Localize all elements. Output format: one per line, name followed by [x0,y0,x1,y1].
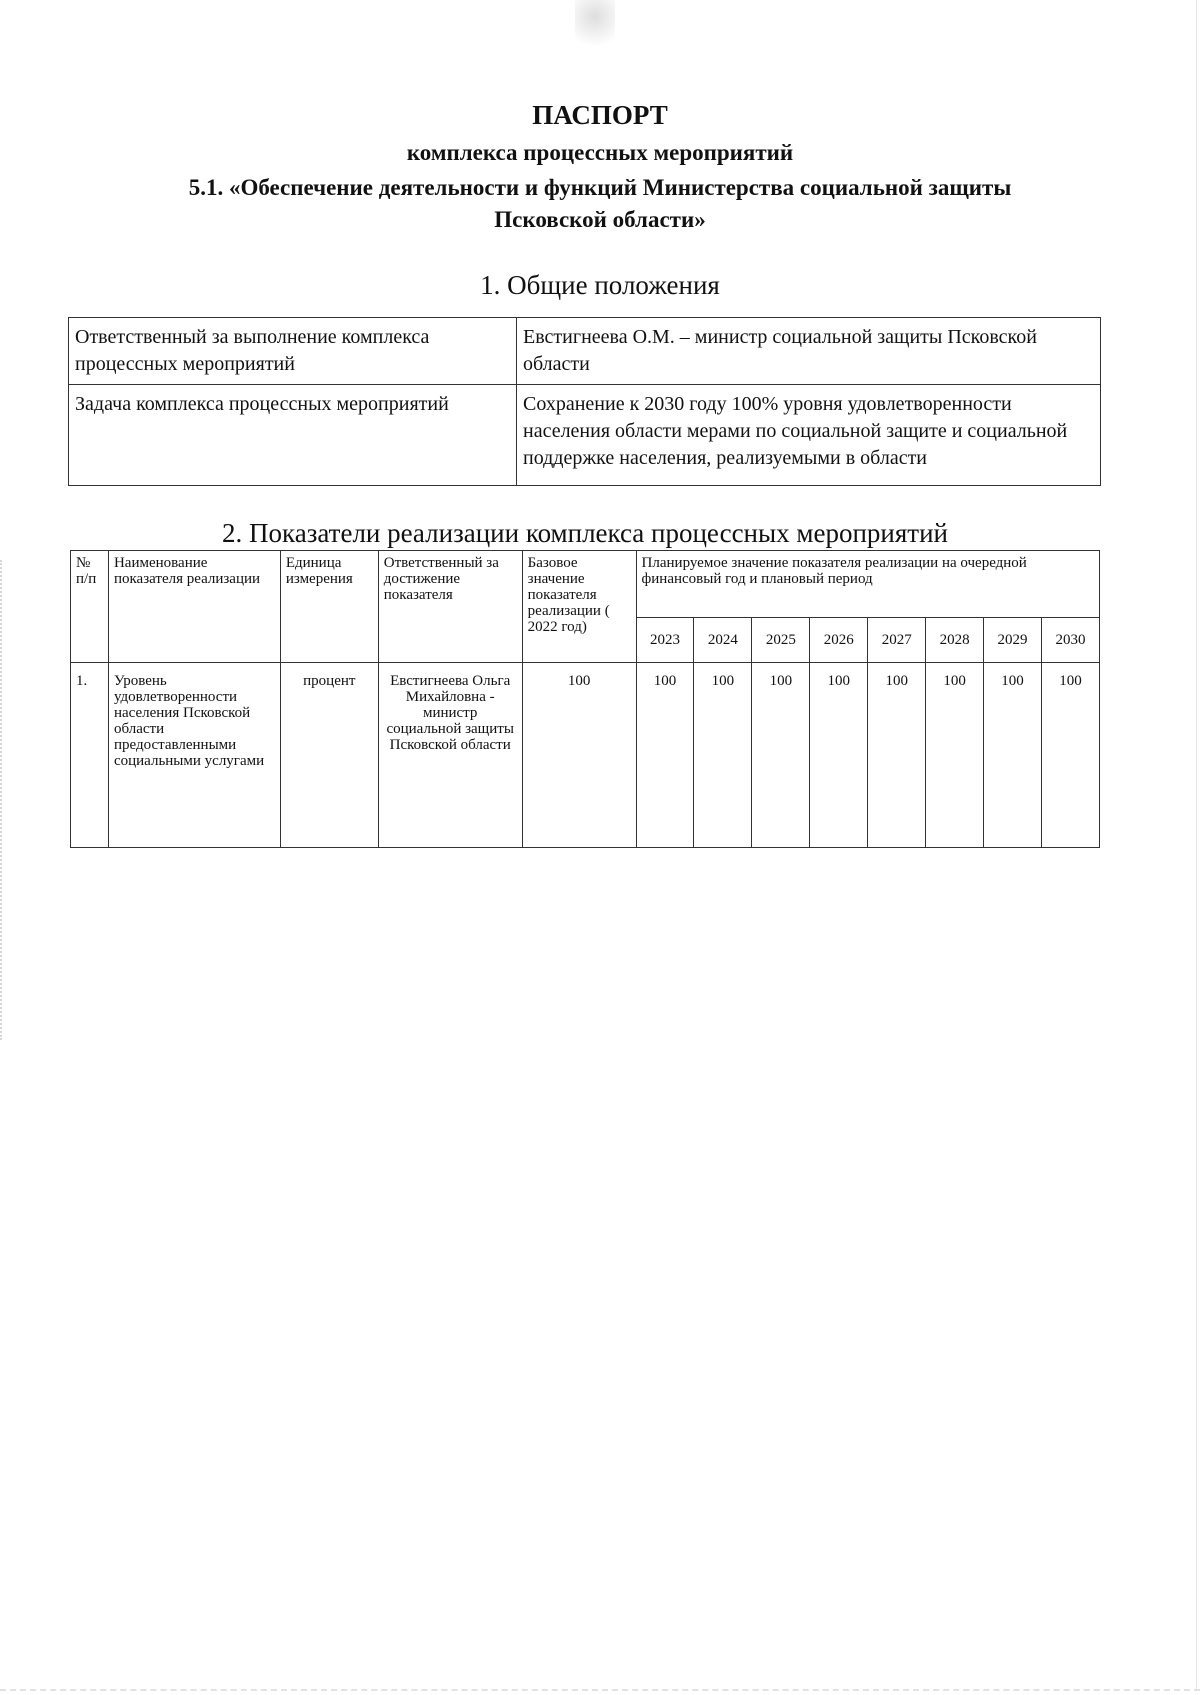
cell-responsible: Евстигнеева Ольга Михайловна - министр социальной защиты Псковской области [378,663,522,848]
header-unit: Единица измерения [280,551,378,663]
header-base: Базовое значение показателя реализации ( 2022 год) [522,551,636,663]
header-year: 2030 [1042,618,1100,663]
cell-value: 100 [1042,663,1100,848]
general-provisions-table [68,317,1101,486]
cell-base: 100 [522,663,636,848]
scan-artifact [575,0,615,55]
header-year: 2028 [926,618,984,663]
cell-value: 100 [636,663,694,848]
cell-value: 100 [752,663,810,848]
row-value: Евстигнеева О.М. – министр социальной защиты Псковской области [517,318,1101,385]
scan-edge-artifact [0,1689,1200,1693]
scan-edge-artifact [0,560,8,1040]
cell-value: 100 [694,663,752,848]
section-heading-general: 1. Общие положения [480,270,720,300]
header-name: Наименование показателя реализации [108,551,280,663]
table-row [69,385,1101,486]
row-value: Сохранение к 2030 году 100% уровня удовлетворенности населения области мерами по социальной защите и социальной поддержке населения, реализуемыми в области [517,385,1101,486]
header-year: 2025 [752,618,810,663]
header-year: 2029 [984,618,1042,663]
indicators-table [70,550,1100,848]
section-heading-indicators: 2. Показатели реализации комплекса процессных мероприятий [222,518,948,548]
cell-unit: процент [280,663,378,848]
header-year: 2024 [694,618,752,663]
header-year: 2026 [810,618,868,663]
cell-name: Уровень удовлетворенности населения Псковской области предоставленными социальными услугами [108,663,280,848]
header-responsible: Ответственный за достижение показателя [378,551,522,663]
cell-num: 1. [71,663,109,848]
scan-edge-artifact [1193,0,1197,1690]
cell-value: 100 [926,663,984,848]
cell-value: 100 [868,663,926,848]
cell-value: 100 [984,663,1042,848]
row-label: Задача комплекса процессных мероприятий [69,385,517,486]
header-row [71,551,1100,618]
doc-program-name: 5.1. «Обеспечение деятельности и функций Министерства социальной защиты Псковской области» [188,175,1012,232]
doc-subtitle: комплекса процессных мероприятий [406,140,794,165]
table-row [71,663,1100,848]
doc-title: ПАСПОРТ [532,100,668,130]
header-planned: Планируемое значение показателя реализации на очередной финансовый год и плановый период [636,551,1099,618]
table-row [69,318,1101,385]
row-label: Ответственный за выполнение комплекса процессных мероприятий [69,318,517,385]
cell-value: 100 [810,663,868,848]
header-num: № п/п [71,551,109,663]
header-year: 2023 [636,618,694,663]
header-year: 2027 [868,618,926,663]
